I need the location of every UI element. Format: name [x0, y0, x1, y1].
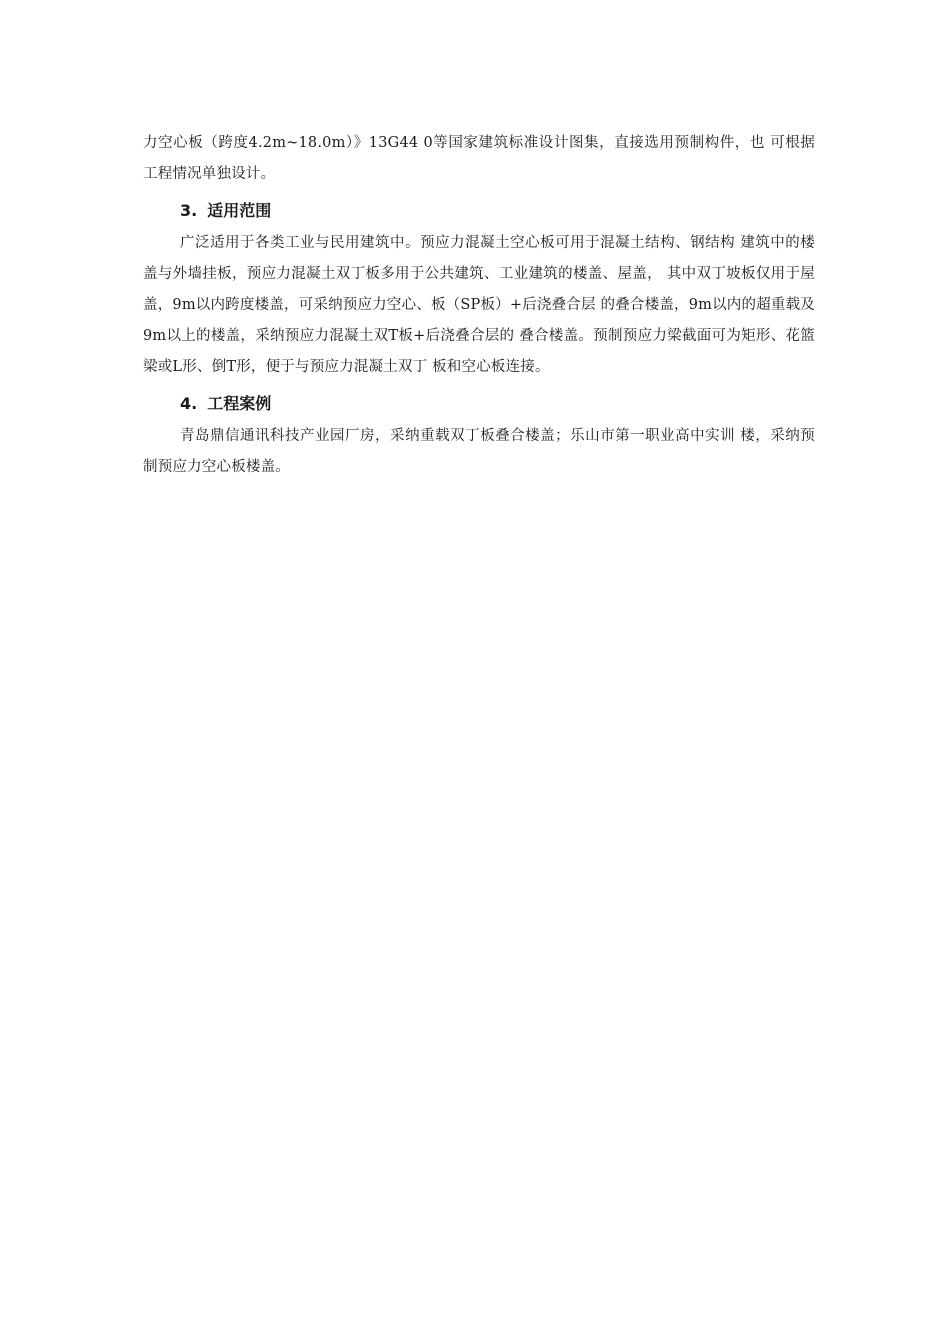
- intro-paragraph: 力空心板（跨度4.2m~18.0m）》13G44 0等国家建筑标准设计图集，直接选用预制构件，也 可根据工程情况单独设计。: [143, 135, 815, 182]
- document-body: [143, 128, 815, 483]
- section-4-paragraph: 青岛鼎信通讯科技产业园厂房，采纳重载双丁板叠合楼盖；乐山市第一职业高中实训 楼，采纳预制预应力空心板楼盖。: [143, 428, 815, 475]
- section-3-heading: [143, 200, 815, 222]
- section-4-heading: [143, 393, 815, 415]
- section-4-title: 工程案例: [207, 394, 272, 413]
- section-4-number: 4.: [180, 394, 198, 413]
- section-3-paragraph: 广泛适用于各类工业与民用建筑中。预应力混凝土空心板可用于混凝土结构、钢结构 建筑中的楼盖与外墙挂板，预应力混凝土双丁板多用于公共建筑、工业建筑的楼盖、屋盖， 其中双丁坡板仅用于屋盖，9m以内跨度楼盖，可采纳预应力空心、板（SP板）+后浇叠合层 的叠合楼盖，9m以内的超重载及9m以上的楼盖，采纳预应力混凝土双T板+后浇叠合层的 叠合楼盖。预制预应力梁截面可为矩形、花篮梁或L形、倒T形，便于与预应力混凝土双丁 板和空心板连接。: [143, 235, 815, 375]
- section-3-title: 适用范围: [207, 201, 272, 220]
- section-3-number: 3.: [180, 201, 198, 220]
